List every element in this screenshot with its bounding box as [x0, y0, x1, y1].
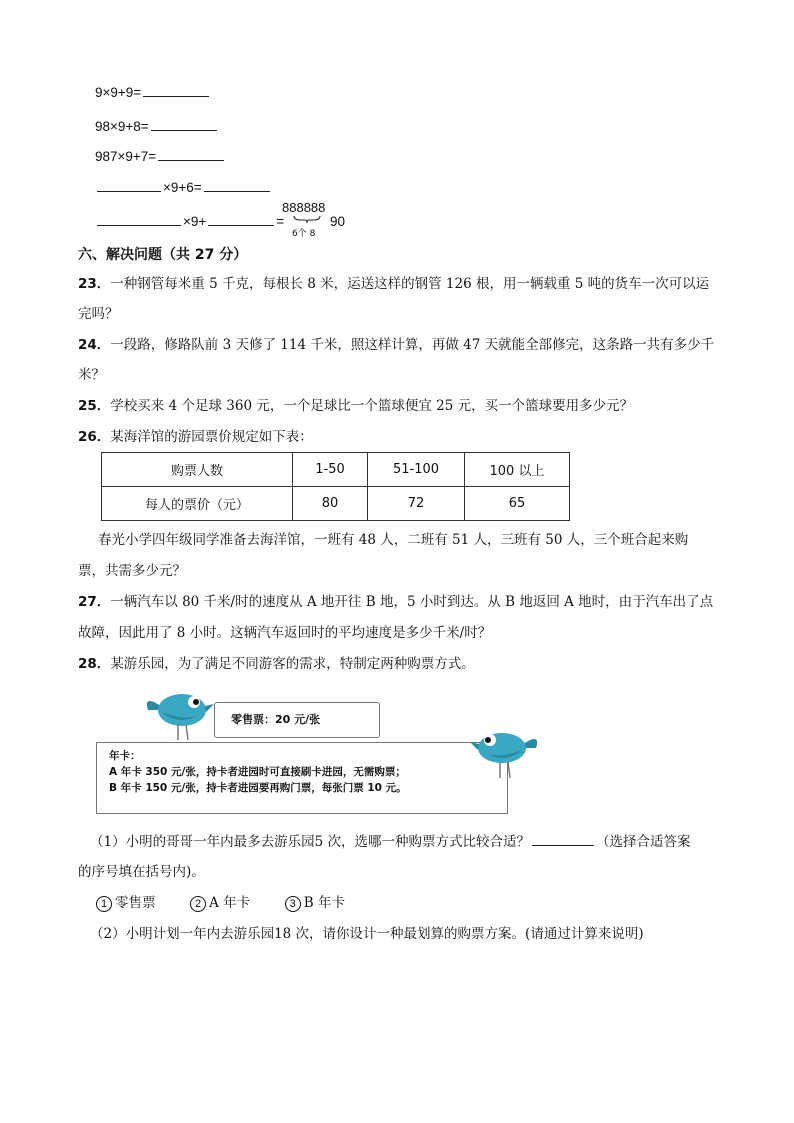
option-1[interactable]: 1 零售票: [96, 895, 156, 911]
problem-27-cont: 故障，因此用了 8 小时。这辆汽车返回时的平均速度是多少千米/时？: [78, 625, 492, 641]
problem-26-cont2: 票，共需多少元？: [78, 563, 186, 579]
bird-icon: [466, 722, 540, 780]
table-cell: 65: [465, 487, 570, 521]
equation-1: 9×9+9=: [95, 84, 211, 100]
table-cell: 100 以上: [465, 453, 570, 487]
problem-27: 27．一辆汽车以 80 千米/时的速度从 A 地开往 B 地，5 小时到达。从 B 地返回 A 地时，由于汽车出了点: [78, 594, 714, 610]
answer-blank[interactable]: [143, 84, 209, 97]
table-cell: 72: [368, 487, 465, 521]
section-title: 六、解决问题（共 27 分）: [78, 247, 248, 263]
answer-blank[interactable]: [97, 179, 161, 192]
underbrace-icon: [292, 215, 322, 223]
equation-2: 98×9+8=: [95, 118, 219, 134]
q28-sub1-cont: 的序号填在括号内)。: [78, 864, 205, 880]
ticket-price-table: [101, 452, 570, 521]
option-3[interactable]: 3 B 年卡: [285, 895, 345, 911]
table-cell: 购票人数: [102, 453, 293, 487]
problem-24: 24．一段路，修路队前 3 天修了 114 千米，照这样计算，再做 47 天就能全部修完，这条路一共有多少千: [78, 337, 715, 353]
equation-5: ×9+ =: [95, 213, 284, 229]
answer-blank[interactable]: [151, 118, 217, 131]
table-row: [102, 453, 570, 487]
table-row: [102, 487, 570, 521]
q28-sub2: （2）小明计划一年内去游乐园18 次，请你设计一种最划算的购票方案。(请通过计算来说明): [90, 926, 644, 942]
problem-25: 25．学校买来 4 个足球 360 元，一个足球比一个篮球便宜 25 元，买一个篮球要用多少元？: [78, 398, 634, 414]
equation-3: 987×9+7=: [95, 148, 226, 164]
problem-26-cont: 春光小学四年级同学准备去海洋馆，一班有 48 人，二班有 51 人，三班有 50 人，三个班合起来购: [98, 532, 689, 548]
repeated-eight-number: 888888: [282, 200, 326, 215]
q28-options: [96, 891, 345, 912]
option-2[interactable]: 2 A 年卡: [190, 895, 250, 911]
equation-tail: 90: [330, 214, 346, 229]
problem-28: 28．某游乐园，为了满足不同游客的需求，特制定两种购票方式。: [78, 656, 475, 672]
answer-blank[interactable]: [532, 833, 594, 846]
underbrace-label: 6个 8: [292, 229, 316, 239]
table-cell: 80: [293, 487, 368, 521]
answer-blank[interactable]: [158, 148, 224, 161]
bird-icon: [142, 680, 222, 742]
table-cell: 1-50: [293, 453, 368, 487]
answer-blank[interactable]: [97, 213, 181, 226]
table-cell: 每人的票价（元）: [102, 487, 293, 521]
retail-ticket-sign: 零售票：20 元/张: [214, 702, 380, 738]
answer-blank[interactable]: [208, 213, 274, 226]
annual-card-sign: 年卡： A 年卡 350 元/张，持卡者进园时可直接刷卡进园，无需购票； B 年卡 150 元/张，持卡者进园要再购门票，每张门票 10 元。: [96, 742, 508, 814]
problem-24-cont: 米？: [78, 367, 105, 383]
problem-23-cont: 完吗？: [78, 306, 119, 322]
answer-blank[interactable]: [204, 179, 270, 192]
problem-23: 23．一种钢管每米重 5 千克，每根长 8 米，运送这样的钢管 126 根，用一辆载重 5 吨的货车一次可以运: [78, 276, 710, 292]
table-cell: 51-100: [368, 453, 465, 487]
equation-4: ×9+6=: [95, 179, 272, 195]
q28-sub1: （1）小明的哥哥一年内最多去游乐园5 次，选哪一种购票方式比较合适？ （选择合适答案: [90, 834, 691, 850]
problem-26: 26．某海洋馆的游园票价规定如下表：: [78, 429, 313, 445]
